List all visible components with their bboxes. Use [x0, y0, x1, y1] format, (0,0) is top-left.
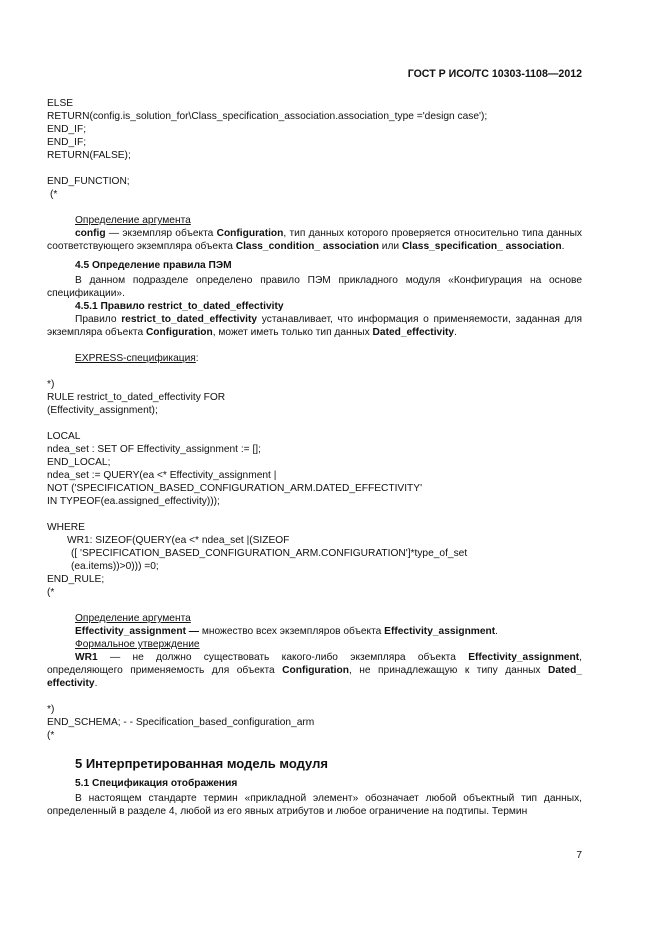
body-content [47, 97, 582, 818]
code-line: LOCAL [47, 431, 81, 442]
section-5-1-text: В настоящем стандарте термин «прикладной элемент» обозначает любой объектный тип данных, определенный в разделе 4, любой из его явных атрибутов и любое ограничение на подтипы. Термин [47, 793, 582, 817]
code-line: END_SCHEMA; - - Specification_based_configuration_arm [47, 717, 315, 728]
code-line: END_LOCAL; [47, 457, 111, 468]
express-spec-label: EXPRESS-спецификация: [75, 353, 199, 364]
code-line: RULE restrict_to_dated_effectivity FOR [47, 392, 226, 403]
code-line: ndea_set := QUERY(ea <* Effectivity_assignment | [47, 470, 277, 481]
code-line: RETURN(FALSE); [47, 150, 131, 161]
section-5-1-title: 5.1 Спецификация отображения [75, 778, 238, 789]
code-line: WR1: SIZEOF(QUERY(ea <* ndea_set |(SIZEOF [67, 535, 290, 546]
section-4-5-1-title: 4.5.1 Правило restrict_to_dated_effectivity [75, 301, 284, 312]
code-line: (ea.items))>0))) =0; [71, 561, 159, 572]
code-line: (* [47, 730, 55, 741]
code-line: END_RULE; [47, 574, 105, 585]
section-4-5-text: В данном подразделе определено правило ПЭМ прикладного модуля «Конфигурация на основе спецификации». [47, 275, 582, 299]
argument-definition-title: Определение аргумента [75, 215, 191, 226]
code-line: *) [47, 379, 55, 390]
section-4-5-1-text: Правило restrict_to_dated_effectivity устанавливает, что информация о применяемости, заданная для экземпляра объекта Configuration, может иметь только тип данных Dated_effectivity. [47, 314, 583, 338]
formal-statement-text: WR1 — не должно существовать какого-либо экземпляра объекта Effectivity_assignment, определяющего применяемость для объекта Configuration, не принадлежащую к типу данных Dated_ effectivity. [47, 652, 582, 689]
code-line: *) [47, 704, 55, 715]
page-number: 7 [576, 850, 582, 861]
code-line: END_FUNCTION; [47, 176, 130, 187]
code-line: ELSE [47, 98, 74, 109]
code-line: ndea_set : SET OF Effectivity_assignment := []; [47, 444, 261, 455]
code-line: END_IF; [47, 137, 87, 148]
section-5-title: 5 Интерпретированная модель модуля [75, 756, 328, 771]
code-line: ([ 'SPECIFICATION_BASED_CONFIGURATION_ARM.CONFIGURATION']*type_of_set [71, 548, 468, 559]
argument-definition-text: config — экземпляр объекта Configuration, тип данных которого проверяется относительно типа данных соответствующего экземпляра объекта Class_condition_ association или Class_specification_ association. [47, 228, 582, 252]
formal-statement-title: Формальное утверждение [75, 639, 200, 650]
code-line: IN TYPEOF(ea.assigned_effectivity))); [47, 496, 220, 507]
comment-open: (* [50, 189, 58, 200]
argument-definition-text: Effectivity_assignment — множество всех экземпляров объекта Effectivity_assignment. [75, 626, 498, 637]
argument-definition-title: Определение аргумента [75, 613, 191, 624]
standard-header: ГОСТ Р ИСО/ТС 10303-1108—2012 [407, 68, 582, 80]
code-line: (Effectivity_assignment); [47, 405, 158, 416]
code-line: NOT ('SPECIFICATION_BASED_CONFIGURATION_ARM.DATED_EFFECTIVITY' [47, 483, 423, 494]
code-line: RETURN(config.is_solution_for\Class_specification_association.association_type ='design case'); [47, 111, 488, 122]
code-line: WHERE [47, 522, 85, 533]
section-4-5-title: 4.5 Определение правила ПЭМ [75, 260, 232, 271]
code-line: END_IF; [47, 124, 87, 135]
code-line: (* [47, 587, 55, 598]
